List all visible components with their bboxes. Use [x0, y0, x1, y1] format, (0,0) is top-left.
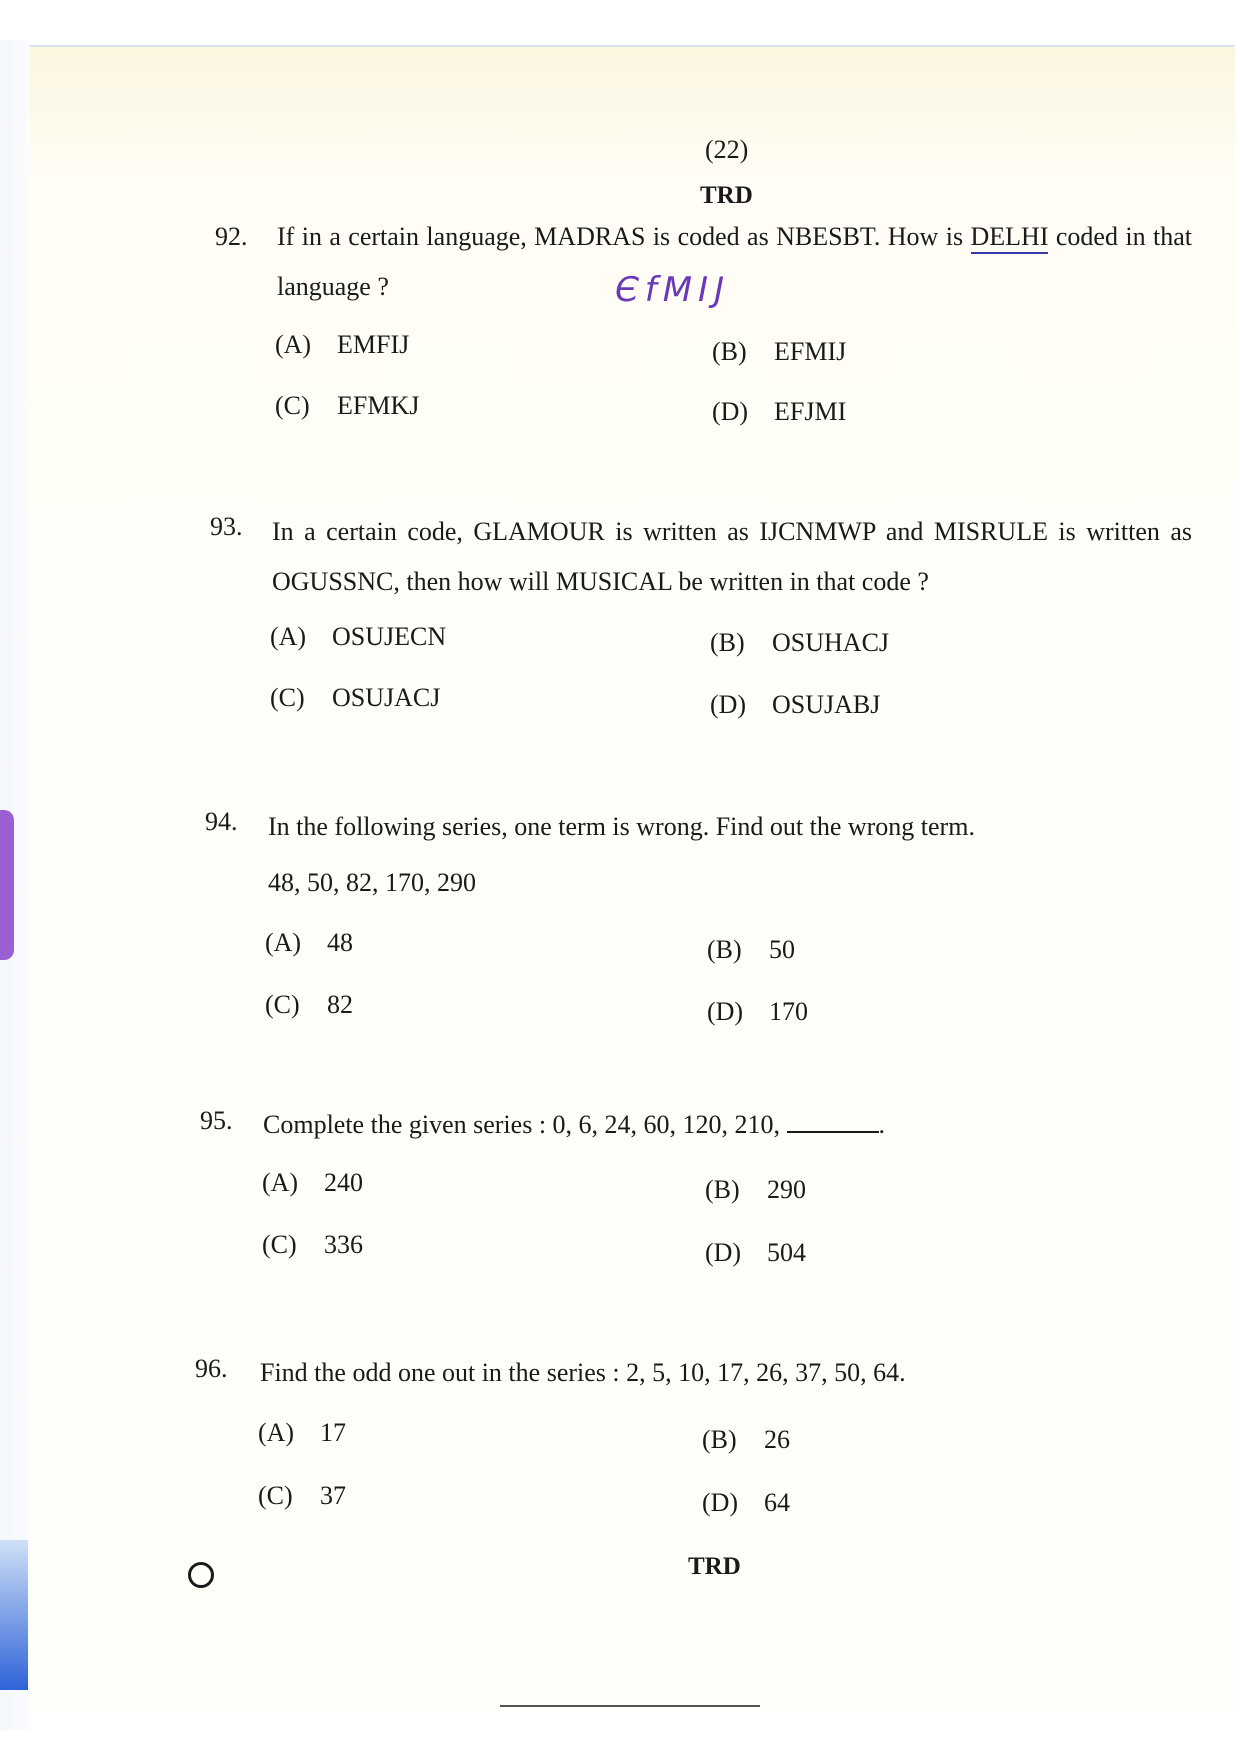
option-label: (C) — [258, 1481, 293, 1510]
binder-clip-decoration — [0, 810, 14, 960]
option-value: EFJMI — [774, 397, 847, 426]
option-value: 26 — [764, 1425, 790, 1454]
option-value: 170 — [769, 997, 808, 1026]
question-text: In the following series, one term is wrong. Find out the wrong term. — [268, 812, 975, 841]
option-b[interactable] — [705, 1175, 806, 1205]
option-c[interactable] — [265, 990, 353, 1020]
option-label: (A) — [265, 928, 302, 957]
question-text-part: Complete the given series : 0, 6, 24, 60, 120, 210, — [263, 1110, 781, 1139]
option-label: (D) — [707, 997, 744, 1026]
question-number: 95. — [200, 1106, 233, 1135]
answer-blank — [787, 1131, 879, 1133]
option-value: OSUHACJ — [772, 628, 890, 657]
footer-circle-mark — [188, 1562, 214, 1588]
underlined-word: DELHI — [971, 222, 1049, 254]
option-label: (A) — [270, 622, 307, 651]
option-label: (B) — [705, 1175, 740, 1204]
option-b[interactable] — [702, 1425, 790, 1455]
question-text — [263, 1110, 1193, 1140]
bottom-rule — [500, 1705, 760, 1707]
option-a[interactable] — [275, 330, 409, 360]
question-text: Find the odd one out in the series : 2, 5, 10, 17, 26, 37, 50, 64. — [260, 1358, 906, 1387]
page-number: (22) — [705, 135, 749, 164]
option-b[interactable] — [710, 628, 889, 658]
option-a[interactable] — [258, 1418, 346, 1448]
option-d[interactable] — [707, 997, 808, 1027]
option-d[interactable] — [710, 690, 880, 720]
option-a[interactable] — [262, 1168, 363, 1198]
option-label: (D) — [705, 1238, 742, 1267]
header-booklet-code: TRD — [700, 182, 753, 209]
option-label: (C) — [275, 391, 310, 420]
option-c[interactable] — [258, 1481, 346, 1511]
question-text — [277, 212, 1192, 312]
page-corner-shadow — [0, 1540, 28, 1690]
option-value: 50 — [769, 935, 795, 964]
option-c[interactable] — [270, 683, 440, 713]
question-number: 93. — [210, 512, 243, 541]
option-label: (C) — [265, 990, 300, 1019]
option-value: 48 — [327, 928, 353, 957]
option-label: (D) — [702, 1488, 739, 1517]
option-value: EMFIJ — [337, 330, 410, 359]
question-text-end: . — [878, 1110, 886, 1139]
option-value: 17 — [320, 1418, 346, 1447]
option-a[interactable] — [270, 622, 446, 652]
option-value: EFMIJ — [774, 337, 847, 366]
option-label: (A) — [262, 1168, 299, 1197]
option-c[interactable] — [262, 1230, 363, 1260]
option-value: OSUJACJ — [332, 683, 441, 712]
option-label: (B) — [712, 337, 747, 366]
option-value: EFMKJ — [337, 391, 420, 420]
option-d[interactable] — [712, 397, 846, 427]
option-value: 64 — [764, 1488, 790, 1517]
option-d[interactable] — [705, 1238, 806, 1268]
option-label: (B) — [710, 628, 745, 657]
option-value: 82 — [327, 990, 353, 1019]
option-d[interactable] — [702, 1488, 790, 1518]
option-value: 37 — [320, 1481, 346, 1510]
option-label: (A) — [258, 1418, 295, 1447]
option-c[interactable] — [275, 391, 419, 421]
option-value: 240 — [324, 1168, 363, 1197]
handwritten-answer-note: ЄfMIJ — [615, 270, 731, 310]
footer-booklet-code: TRD — [688, 1553, 741, 1580]
option-b[interactable] — [712, 337, 846, 367]
option-a[interactable] — [265, 928, 353, 958]
option-value: 504 — [767, 1238, 806, 1267]
option-label: (C) — [270, 683, 305, 712]
option-value: 290 — [767, 1175, 806, 1204]
question-text: In a certain code, GLAMOUR is written as IJCNMWP and MISRULE is written as OGUSSNC, then how will MUSICAL be written in that code ? — [272, 517, 1192, 596]
option-value: 336 — [324, 1230, 363, 1259]
question-number: 92. — [215, 222, 248, 251]
question-number: 96. — [195, 1354, 228, 1383]
option-label: (B) — [707, 935, 742, 964]
question-number: 94. — [205, 807, 238, 836]
option-value: OSUJECN — [332, 622, 447, 651]
option-label: (D) — [712, 397, 749, 426]
option-label: (D) — [710, 690, 747, 719]
option-label: (C) — [262, 1230, 297, 1259]
option-label: (A) — [275, 330, 312, 359]
option-value: OSUJABJ — [772, 690, 881, 719]
question-text-part: coded in that language ? — [277, 222, 1192, 301]
option-label: (B) — [702, 1425, 737, 1454]
option-b[interactable] — [707, 935, 795, 965]
series-terms: 48, 50, 82, 170, 290 — [268, 868, 476, 897]
question-text-part: If in a certain language, MADRAS is coded as NBESBT. How is — [277, 222, 971, 251]
